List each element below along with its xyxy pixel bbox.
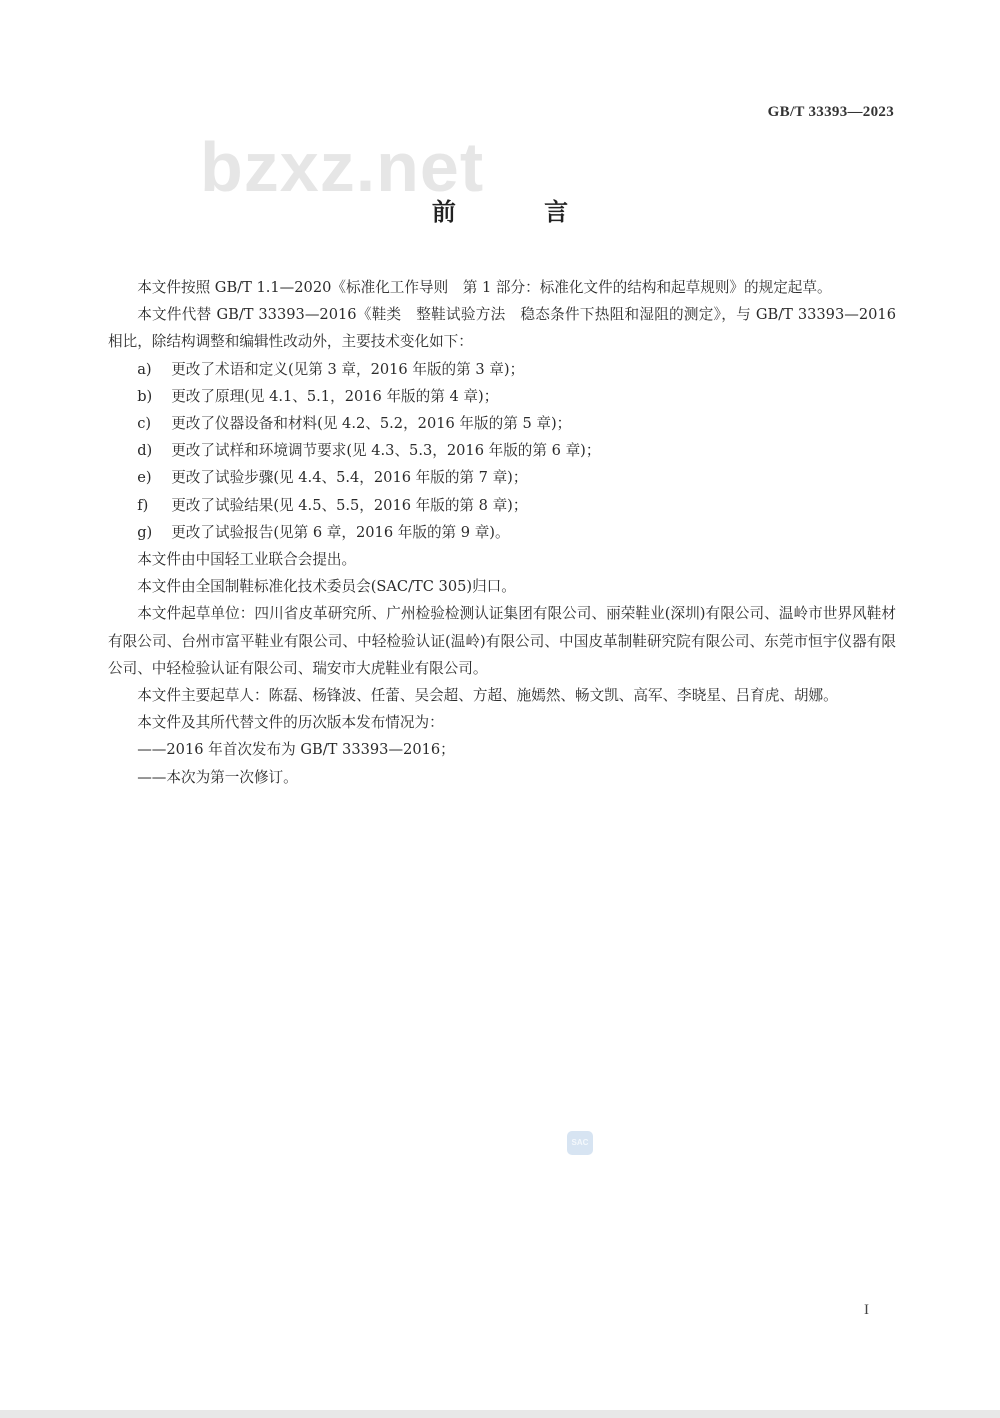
- paragraph-drafters: 本文件主要起草人：陈磊、杨锋波、任蕾、吴会超、方超、施嫣然、畅文凯、高军、李晓星、吕育虎、胡娜。: [137, 687, 838, 705]
- list-marker: c): [137, 415, 152, 433]
- list-item: [108, 356, 896, 383]
- page-title: 前 言: [431, 198, 609, 226]
- paragraph-replacement: 本文件代替 GB/T 33393—2016《鞋类 整鞋试验方法 稳态条件下热阻和湿阻的测定》，与 GB/T 33393—2016 相比，除结构调整和编辑性改动外，主要技术变化如下：: [108, 306, 896, 351]
- paragraph-drafting-rules: 本文件按照 GB/T 1.1—2020《标准化工作导则 第 1 部分：标准化文件的结构和起草规则》的规定起草。: [137, 279, 832, 296]
- list-marker: a): [137, 360, 152, 378]
- page-bottom-edge: [0, 1410, 1000, 1418]
- list-marker: g): [137, 523, 153, 541]
- list-item-text: 更改了试验步骤(见 4.4、5.4，2016 年版的第 7 章)；: [171, 469, 528, 487]
- watermark: bzxz.net: [200, 128, 485, 206]
- list-item-text: 更改了原理(见 4.1、5.1，2016 年版的第 4 章)；: [171, 387, 499, 405]
- list-item-text: 更改了试验报告(见第 6 章，2016 年版的第 9 章)。: [171, 523, 510, 541]
- list-item: [108, 492, 896, 519]
- paragraph-committee: 本文件由全国制鞋标准化技术委员会(SAC/TC 305)归口。: [137, 578, 516, 596]
- history-item: ——本次为第一次修订。: [137, 768, 298, 786]
- sac-logo-text: SAC: [571, 1138, 589, 1147]
- list-item-text: 更改了试样和环境调节要求(见 4.3、5.3，2016 年版的第 6 章)；: [171, 442, 601, 460]
- list-item: [108, 383, 896, 410]
- sac-logo-icon: [567, 1131, 593, 1155]
- history-item: ——2016 年首次发布为 GB/T 33393—2016；: [137, 741, 455, 759]
- paragraph-proposer: 本文件由中国轻工业联合会提出。: [137, 551, 357, 569]
- paragraph-history-intro: 本文件及其所代替文件的历次版本发布情况为：: [137, 714, 444, 732]
- foreword-body: [108, 274, 896, 791]
- list-marker: e): [137, 469, 152, 487]
- paragraph-drafting-units: 本文件起草单位：四川省皮革研究所、广州检验检测认证集团有限公司、丽荣鞋业(深圳)有限公司、温岭市世界风鞋材有限公司、台州市富平鞋业有限公司、中轻检验认证(温岭)有限公司、中国皮革制鞋研究院有限公司、东莞市恒宇仪器有限公司、中轻检验认证有限公司、瑞安市大虎鞋业有限公司。: [108, 605, 896, 677]
- list-item: [108, 519, 896, 546]
- list-marker: f): [137, 496, 149, 514]
- list-item-text: 更改了试验结果(见 4.5、5.5，2016 年版的第 8 章)；: [171, 496, 528, 514]
- list-item: [108, 410, 896, 437]
- list-item-text: 更改了仪器设备和材料(见 4.2、5.2，2016 年版的第 5 章)；: [171, 415, 572, 433]
- list-marker: d): [137, 442, 153, 460]
- standard-number: GB/T 33393—2023: [767, 104, 894, 120]
- list-marker: b): [137, 387, 153, 405]
- list-item: [108, 437, 896, 464]
- list-item: [108, 464, 896, 491]
- page-number: I: [864, 1302, 869, 1318]
- list-item-text: 更改了术语和定义(见第 3 章，2016 年版的第 3 章)；: [171, 360, 525, 378]
